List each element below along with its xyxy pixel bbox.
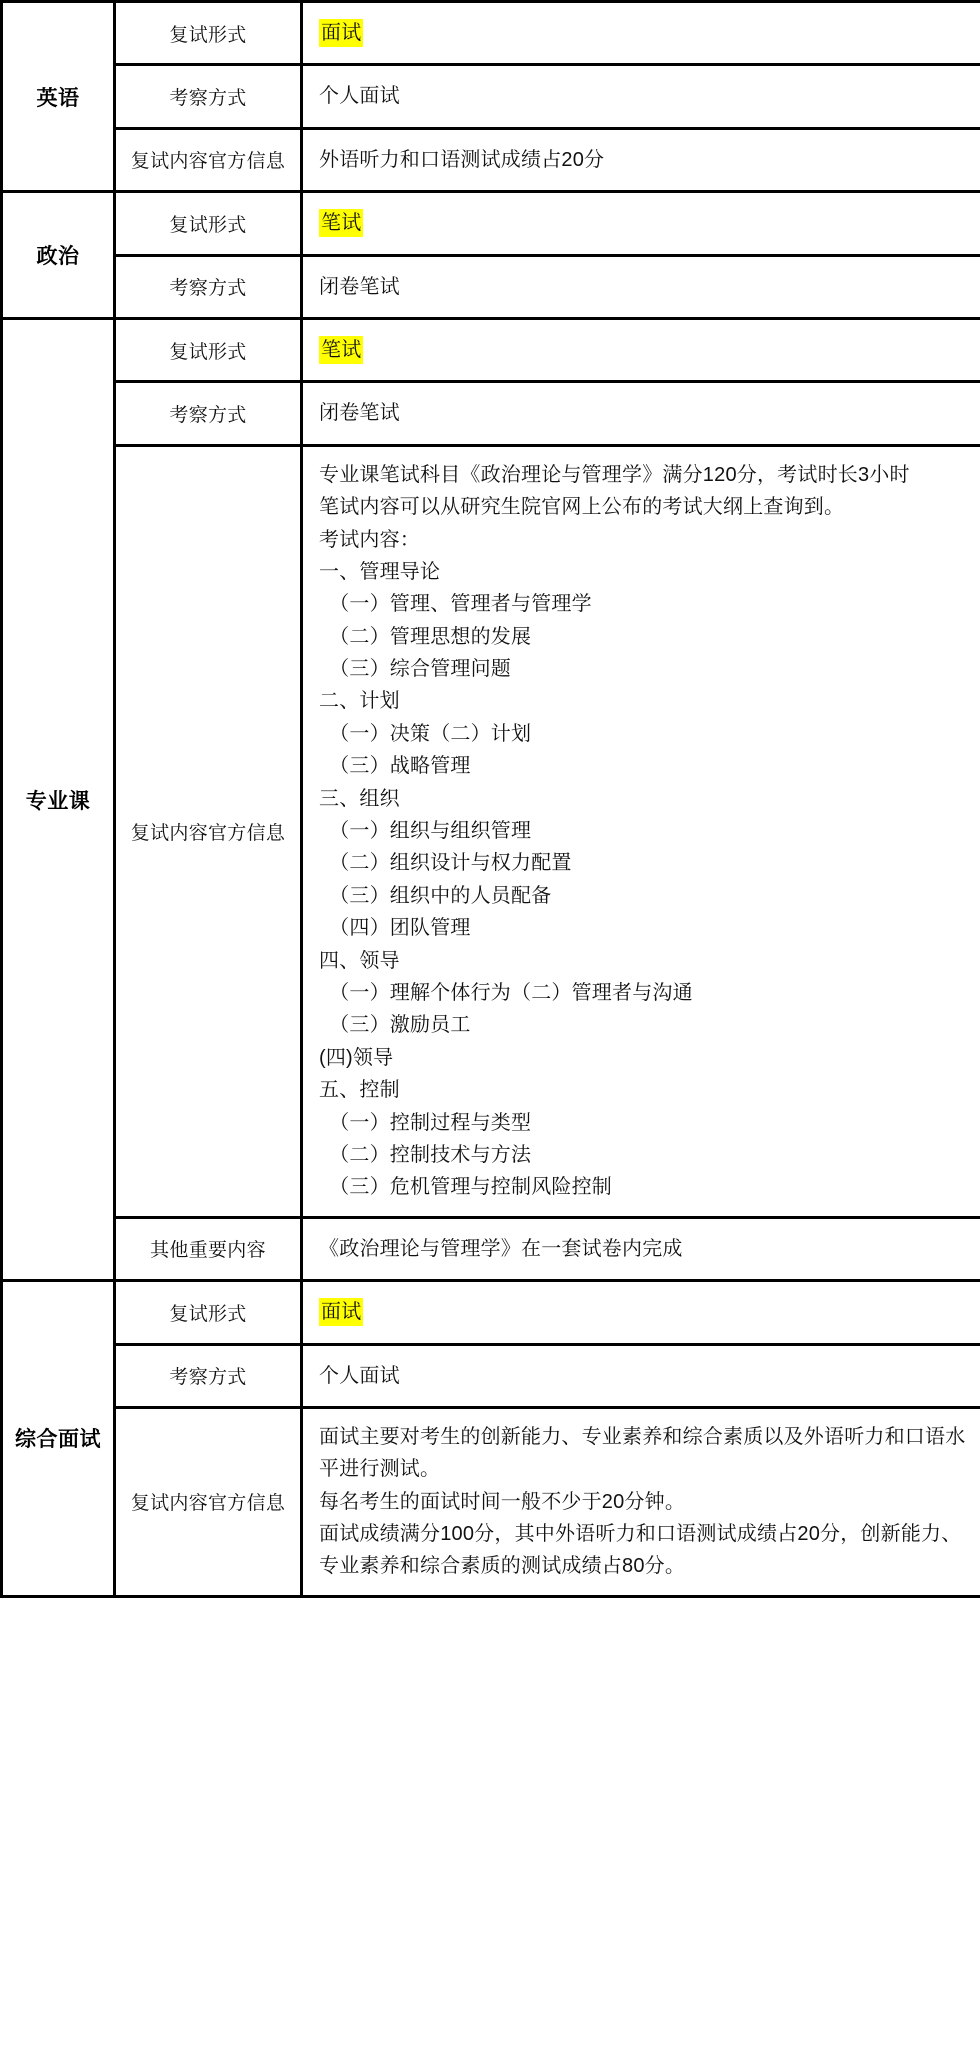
- value-other-important-major: 《政治理论与管理学》在一套试卷内完成: [302, 1217, 980, 1280]
- field-label-official-info-comprehensive: 复试内容官方信息: [115, 1407, 302, 1596]
- content-line: 三、组织: [319, 787, 400, 810]
- content-line: （二）控制技术与方法: [319, 1143, 532, 1166]
- content-line: 二、计划: [319, 690, 400, 713]
- content-line: （三）组织中的人员配备: [319, 884, 552, 907]
- value-official-info-english: 外语听力和口语测试成绩占20分: [302, 128, 980, 191]
- highlight-badge-form-major: 笔试: [319, 336, 363, 364]
- highlight-badge-form-comprehensive: 面试: [319, 1298, 363, 1326]
- field-label-other-important-major: 其他重要内容: [115, 1217, 302, 1280]
- field-label-form-major: 复试形式: [115, 318, 302, 381]
- field-label-method-major: 考察方式: [115, 382, 302, 445]
- content-line: 面试成绩满分100分，其中外语听力和口语测试成绩占20分，创新能力、专业素养和综合素质的测试成绩占80分。: [319, 1523, 962, 1578]
- value-method-politics: 闭卷笔试: [302, 255, 980, 318]
- content-line: （三）综合管理问题: [319, 658, 511, 681]
- table-row: [2, 1407, 980, 1596]
- content-line: （一）决策（二）计划: [319, 722, 532, 745]
- content-line: （三）危机管理与控制风险控制: [319, 1176, 612, 1199]
- table-row: [2, 65, 980, 128]
- value-method-english: 个人面试: [302, 65, 980, 128]
- content-line: （一）控制过程与类型: [319, 1111, 532, 1134]
- table-row: [2, 2, 980, 65]
- field-label-form-comprehensive: 复试形式: [115, 1281, 302, 1344]
- value-official-info-comprehensive: [302, 1407, 980, 1596]
- subject-cell-politics: 政治: [2, 192, 115, 319]
- table-row: [2, 255, 980, 318]
- value-method-comprehensive: 个人面试: [302, 1344, 980, 1407]
- subject-cell-comprehensive-interview: 综合面试: [2, 1281, 115, 1597]
- field-label-official-info-major: 复试内容官方信息: [115, 445, 302, 1217]
- field-label-method-english: 考察方式: [115, 65, 302, 128]
- content-line: (四)领导: [319, 1046, 394, 1069]
- table-row: [2, 1281, 980, 1344]
- field-label-method-politics: 考察方式: [115, 255, 302, 318]
- subject-cell-english: 英语: [2, 2, 115, 192]
- value-form-politics: [302, 192, 980, 255]
- field-label-form-politics: 复试形式: [115, 192, 302, 255]
- content-line: （二）组织设计与权力配置: [319, 852, 572, 875]
- content-line: （二）管理思想的发展: [319, 625, 532, 648]
- content-line: （一）理解个体行为（二）管理者与沟通: [319, 981, 693, 1004]
- table-row: [2, 318, 980, 381]
- content-line: （三）激励员工: [319, 1014, 471, 1037]
- content-line: 五、控制: [319, 1079, 400, 1102]
- value-form-comprehensive: [302, 1281, 980, 1344]
- value-official-info-major: [302, 445, 980, 1217]
- table-row: [2, 382, 980, 445]
- field-label-official-info-english: 复试内容官方信息: [115, 128, 302, 191]
- field-label-method-comprehensive: 考察方式: [115, 1344, 302, 1407]
- highlight-badge-form-politics: 笔试: [319, 209, 363, 237]
- subject-cell-major: 专业课: [2, 318, 115, 1280]
- table-row: [2, 1217, 980, 1280]
- content-line: 面试主要对考生的创新能力、专业素养和综合素质以及外语听力和口语水平进行测试。: [319, 1425, 966, 1481]
- content-line: 四、领导: [319, 949, 400, 972]
- content-line: 专业课笔试科目《政治理论与管理学》满分120分，考试时长3小时: [319, 463, 910, 486]
- content-line: （一）管理、管理者与管理学: [319, 593, 592, 616]
- content-line: 考试内容：: [319, 528, 420, 551]
- value-method-major: 闭卷笔试: [302, 382, 980, 445]
- highlight-badge-form-english: 面试: [319, 19, 363, 47]
- table-row: [2, 1344, 980, 1407]
- content-line: 笔试内容可以从研究生院官网上公布的考试大纲上查询到。: [319, 496, 845, 519]
- table-row: [2, 445, 980, 1217]
- content-line: （四）团队管理: [319, 917, 471, 940]
- content-line: 每名考生的面试时间一般不少于20分钟。: [319, 1490, 686, 1513]
- content-line: 一、管理导论: [319, 560, 441, 583]
- field-label-form-english: 复试形式: [115, 2, 302, 65]
- table-row: [2, 192, 980, 255]
- content-line: （一）组织与组织管理: [319, 820, 532, 843]
- table-row: [2, 128, 980, 191]
- content-line: （三）战略管理: [319, 755, 471, 778]
- value-form-english: [302, 2, 980, 65]
- value-form-major: [302, 318, 980, 381]
